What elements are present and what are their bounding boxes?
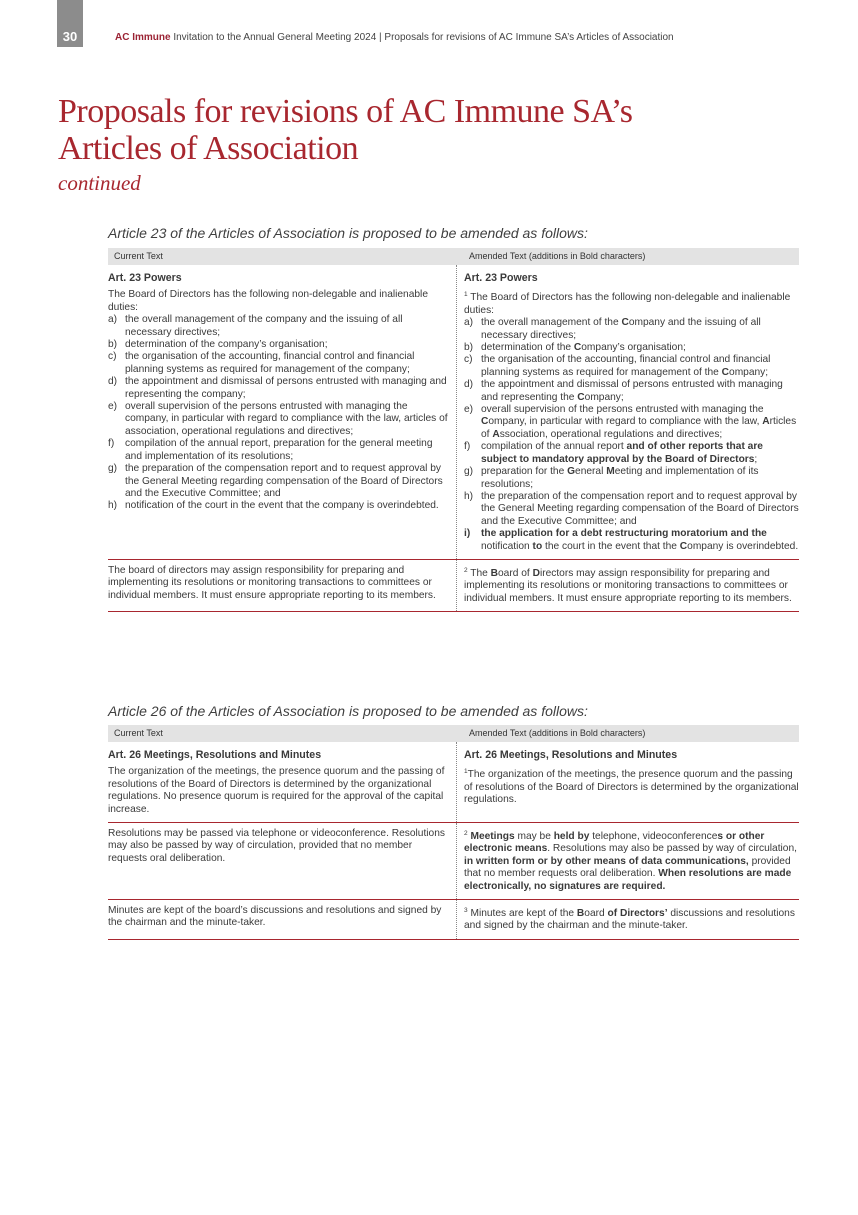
list-item: c) the organisation of the accounting, financial control and financial planning systems as required for management of the company; (108, 351, 415, 375)
amended-cell: $^3$ Minutes are kept of the Board of Directors’ discussions and resolutions and signed by the chairman and the minute-taker. (464, 907, 795, 932)
article-title: Art. 23 Powers (464, 272, 538, 284)
list-item: f) compilation of the annual report and of other reports that are subject to mandatory approval by the Board of Directors; (464, 441, 763, 465)
amended-cell (457, 265, 799, 559)
column-current: Current Text (114, 251, 163, 261)
intro-text: $^1$ The Board of Directors has the following non-delegable and inalienable duties: (464, 291, 791, 316)
running-header (115, 32, 674, 43)
list-item: e) overall supervision of the persons entrusted with managing the company, in particular with regard to compliance with the law, articles of association, operational regulations and directives; (108, 401, 448, 437)
list-item: i) the application for a debt restructuring moratorium and the notification to the court in the event that the Company is overindebted. (464, 528, 799, 552)
list-item: h) notification of the court in the event that the company is overindebted. (108, 500, 439, 512)
list-item: a) the overall management of the company and the issuing of all necessary directives; (108, 314, 403, 338)
amended-cell: $^2$ Meetings may be held by telephone, videoconferences or other electronic means. Resolutions may also be passed by way of circulation, in written form or by other means of data communications, provided that no member requests oral deliberation. When resolutions are made electronically, no signatures are required. (464, 830, 797, 892)
page-number: 30 (57, 0, 83, 47)
list-item: h) the preparation of the compensation report and to request approval by the General Meeting regarding compensation of the Board of Directors and the Executive Committee; and (464, 490, 799, 527)
list-item: d) the appointment and dismissal of persons entrusted with managing and representing the company; (108, 376, 447, 400)
current-cell: Resolutions may be passed via telephone or videoconference. Resolutions may also be passed by way of circulation, provided that no member requests oral deliberation. (108, 823, 457, 899)
article-26-heading: Article 26 of the Articles of Association is proposed to be amended as follows: (108, 703, 588, 719)
article-23-table (108, 248, 799, 612)
title-line-2: Articles of Association (58, 130, 359, 167)
current-cell: Art. 26 Meetings, Resolutions and Minutes The organization of the meetings, the presence quorum and the passing of resolutions of the Board of Directors is determined by the organizational regulations. No presence quorum is required for the approval of the capital increase. (108, 742, 457, 822)
amended-cell: Art. 26 Meetings, Resolutions and Minutes $^1$The organization of the meetings, the presence quorum and the passing of resolutions of the Board of Directors is determined by the organizational regulations. (464, 749, 799, 806)
table-header (108, 248, 799, 265)
page-subtitle: continued (58, 171, 141, 195)
column-amended: Amended Text (additions in Bold characters) (469, 251, 646, 261)
article-26-table (108, 725, 799, 940)
article-title: Art. 26 Meetings, Resolutions and Minutes (108, 749, 322, 761)
column-current: Current Text (114, 728, 163, 738)
brand-name: AC Immune (115, 32, 171, 43)
table-row (108, 265, 799, 560)
list-item: c) the organisation of the accounting, financial control and financial planning systems as required for management of the Company; (464, 354, 771, 378)
intro-text: The Board of Directors has the following non-delegable and inalienable duties: (108, 289, 428, 313)
article-23-heading: Article 23 of the Articles of Association is proposed to be amended as follows: (108, 225, 588, 241)
page-title (58, 93, 633, 167)
list-item: d) the appointment and dismissal of persons entrusted with managing and representing the Company; (464, 379, 783, 403)
running-title: Invitation to the Annual General Meeting 2024 | Proposals for revisions of AC Immune SA’s Articles of Association (173, 32, 674, 43)
article-title: Art. 23 Powers (108, 272, 182, 284)
list-item: g) preparation for the General Meeting and implementation of its resolutions; (464, 466, 759, 490)
duty-list (464, 317, 799, 553)
table-row (108, 742, 799, 823)
current-cell: Minutes are kept of the board’s discussions and resolutions and signed by the chairman and the minute-taker. (108, 900, 457, 939)
list-item: f) compilation of the annual report, preparation for the general meeting and implementation of its resolutions; (108, 438, 433, 462)
list-item: g) the preparation of the compensation report and to request approval by the General Meeting regarding compensation of the Board of Directors and the Executive Committee; and (108, 463, 443, 499)
list-item: b) determination of the company’s organisation; (108, 339, 328, 351)
current-cell (108, 265, 457, 559)
table-header (108, 725, 799, 742)
list-item: e) overall supervision of the persons entrusted with managing the Company, in particular with regard to compliance with the law, Articles of Association, operational regulations and directives; (464, 404, 797, 440)
duty-list (108, 314, 450, 513)
table-row (108, 560, 799, 612)
title-line-1: Proposals for revisions of AC Immune SA’s (58, 93, 633, 130)
list-item: b) determination of the Company’s organisation; (464, 342, 686, 354)
amended-cell: $^2$ The Board of Directors may assign responsibility for preparing and implementing its resolutions or monitoring transactions to committees or individual members. It must ensure appropriate reporting to its members. (464, 566, 792, 604)
table-row (108, 900, 799, 940)
article-title: Art. 26 Meetings, Resolutions and Minutes (464, 749, 678, 761)
column-amended: Amended Text (additions in Bold characters) (469, 728, 646, 738)
table-row (108, 823, 799, 900)
current-cell: The board of directors may assign responsibility for preparing and implementing its resolutions or monitoring transactions to committees or individual members. It must ensure appropriate reporting to its members. (108, 560, 457, 611)
list-item: a) the overall management of the Company and the issuing of all necessary directives; (464, 317, 761, 341)
